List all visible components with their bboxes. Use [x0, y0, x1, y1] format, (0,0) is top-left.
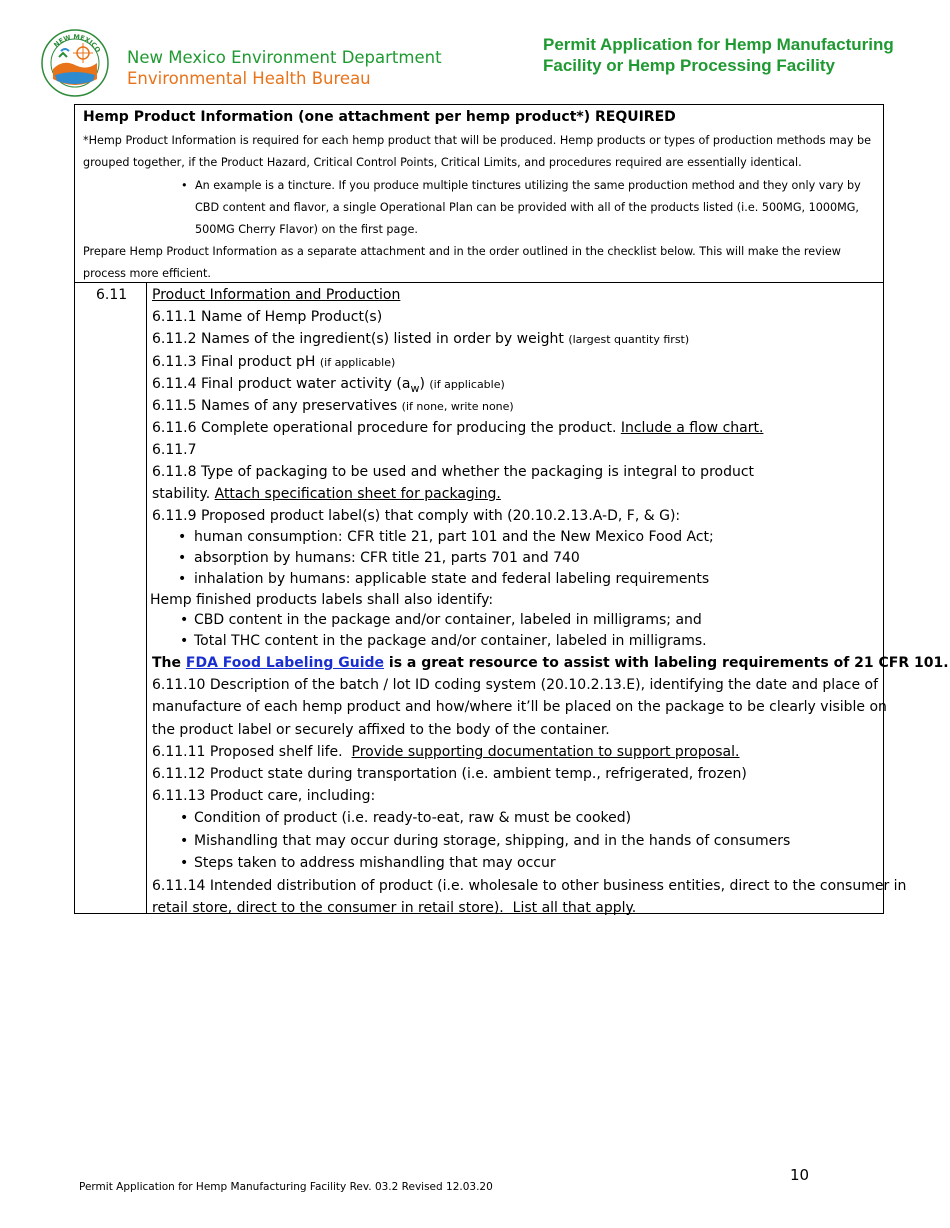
- list-item-text: Condition of product (i.e. ready-to-eat, raw & must be cooked): [194, 810, 632, 826]
- item-text: 6.11.2 Names of the ingredient(s) listed in order by weight: [152, 331, 564, 347]
- item-note: (largest quantity first): [568, 333, 690, 346]
- bullet-dot-icon: •: [180, 612, 189, 628]
- bullet-dot-icon: •: [180, 810, 189, 826]
- intro-paragraph: *Hemp Product Information is required for each hemp product that will be produced. Hemp products or types of production methods may be grouped together, if the Product Hazard, Critical Control Points, Critical Limits, and procedures required are essentially identical.: [83, 134, 872, 169]
- item-6-11-3: [152, 351, 395, 374]
- item-text: 6.11.3 Final product pH: [152, 354, 316, 370]
- list-item-text: Mishandling that may occur during storage, shipping, and in the hands of consumers: [194, 833, 791, 849]
- item-6-11-12: 6.11.12 Product state during transportation (i.e. ambient temp., refrigerated, frozen): [152, 766, 747, 782]
- list-item: [180, 830, 791, 852]
- item-requirement: Provide supporting documentation to support proposal.: [351, 744, 740, 760]
- item-6-11-7: 6.11.7: [152, 442, 197, 458]
- bullet-dot-icon: •: [180, 633, 189, 649]
- intro-bullet: [181, 175, 875, 241]
- item-note: (if applicable): [319, 356, 396, 369]
- section-number-cell: [75, 283, 147, 913]
- item-6-11-10-cont: the product label or securely affixed to the body of the container.: [152, 722, 610, 738]
- intro-row: [75, 105, 883, 283]
- section-heading: Product Information and Production: [152, 287, 401, 303]
- list-item: [178, 547, 580, 569]
- bullet-dot-icon: •: [178, 550, 187, 566]
- list-item-text: absorption by humans: CFR title 21, parts 701 and 740: [194, 550, 580, 566]
- intro-bullet-text: An example is a tincture. If you produce multiple tinctures utilizing the same production method and they only vary by CBD content and flavor, a single Operational Plan can be provided with all of the products listed (i.e. 500MG, 1000MG, 500MG Cherry Flavor) on the first page.: [195, 179, 861, 236]
- item-text: 6.11.6 Complete operational procedure for producing the product.: [152, 420, 617, 436]
- bullet-dot-icon: •: [178, 571, 187, 587]
- item-requirement: List all that apply.: [512, 900, 637, 916]
- item-6-11-1: 6.11.1 Name of Hemp Product(s): [152, 309, 383, 325]
- list-item-text: inhalation by humans: applicable state and federal labeling requirements: [194, 571, 710, 587]
- document-title: Permit Application for Hemp Manufacturing Facility or Hemp Processing Facility: [543, 35, 894, 75]
- list-item: [180, 630, 707, 652]
- item-text: stability.: [152, 486, 211, 502]
- subscript: w: [410, 381, 420, 395]
- section-title: Hemp Product Information (one attachment per hemp product*) REQUIRED: [83, 109, 676, 125]
- list-item-text: Total THC content in the package and/or container, labeled in milligrams.: [194, 633, 707, 649]
- intro-paragraph-2: Prepare Hemp Product Information as a separate attachment and in the order outlined in the checklist below. This will make the review process more efficient.: [83, 245, 841, 280]
- item-text: 6.11.4 Final product water activity (a: [152, 376, 411, 392]
- list-item-text: human consumption: CFR title 21, part 101 and the New Mexico Food Act;: [194, 529, 714, 545]
- fda-guide-note: [152, 652, 949, 674]
- department-name: [127, 47, 442, 89]
- item-6-11-5: [152, 395, 514, 418]
- bullet-dot-icon: •: [178, 529, 187, 545]
- footer-text: Permit Application for Hemp Manufacturing Facility Rev. 03.2 Revised 12.03.20: [79, 1181, 493, 1193]
- list-item-text: Steps taken to address mishandling that may occur: [194, 855, 556, 871]
- hemp-product-table: [74, 104, 949, 916]
- logo-ring-text: NEW MEXICO: [52, 32, 103, 54]
- item-6-11-11: [152, 741, 739, 763]
- nmed-logo: [41, 29, 109, 97]
- item-text-end: ): [419, 376, 425, 392]
- fda-text: The: [152, 655, 182, 671]
- item-requirement: Attach specification sheet for packaging.: [214, 486, 501, 502]
- bullet-dot-icon: •: [180, 855, 189, 871]
- list-item-text: CBD content in the package and/or container, labeled in milligrams; and: [194, 612, 702, 628]
- item-6-11-14: 6.11.14 Intended distribution of product (i.e. wholesale to other business entities, direct to the consumer in: [152, 878, 907, 894]
- fda-text-end: is a great resource to assist with labeling requirements of 21 CFR 101.: [388, 655, 949, 671]
- list-item: [180, 807, 632, 829]
- department-line: New Mexico Environment Department: [127, 48, 442, 67]
- bureau-line: Environmental Health Bureau: [127, 69, 371, 88]
- labels-intro: Hemp finished products labels shall also identify:: [150, 592, 494, 608]
- item-6-11-10-cont: manufacture of each hemp product and how/where it’ll be placed on the package to be clearly visible on: [152, 699, 887, 715]
- item-text: 6.11.5 Names of any preservatives: [152, 398, 398, 414]
- list-item: [178, 568, 710, 590]
- item-note: (if applicable): [429, 378, 505, 391]
- list-item: [178, 526, 714, 548]
- item-6-11-8: 6.11.8 Type of packaging to be used and whether the packaging is integral to product: [152, 464, 755, 480]
- item-6-11-8-cont: [152, 483, 501, 505]
- item-6-11-10: 6.11.10 Description of the batch / lot ID coding system (20.10.2.13.E), identifying the date and place of: [152, 677, 879, 693]
- item-6-11-13: 6.11.13 Product care, including:: [152, 788, 376, 804]
- list-item: [180, 852, 556, 874]
- page-number: 10: [790, 1166, 810, 1184]
- item-6-11-6: [152, 417, 763, 439]
- section-number: 6.11: [96, 287, 128, 303]
- list-item: [180, 609, 702, 631]
- bullet-dot-icon: •: [181, 179, 188, 192]
- item-text: retail store, direct to the consumer in retail store).: [152, 900, 504, 916]
- item-6-11-2: [152, 328, 689, 351]
- fda-labeling-guide-link[interactable]: FDA Food Labeling Guide: [185, 655, 385, 671]
- item-requirement: Include a flow chart.: [620, 420, 764, 436]
- item-6-11-9: 6.11.9 Proposed product label(s) that comply with (20.10.2.13.A-D, F, & G):: [152, 508, 681, 524]
- item-note: (if none, write none): [401, 400, 514, 413]
- bullet-dot-icon: •: [180, 833, 189, 849]
- item-text: 6.11.11 Proposed shelf life.: [152, 744, 343, 760]
- item-6-11-14-cont: [152, 897, 636, 919]
